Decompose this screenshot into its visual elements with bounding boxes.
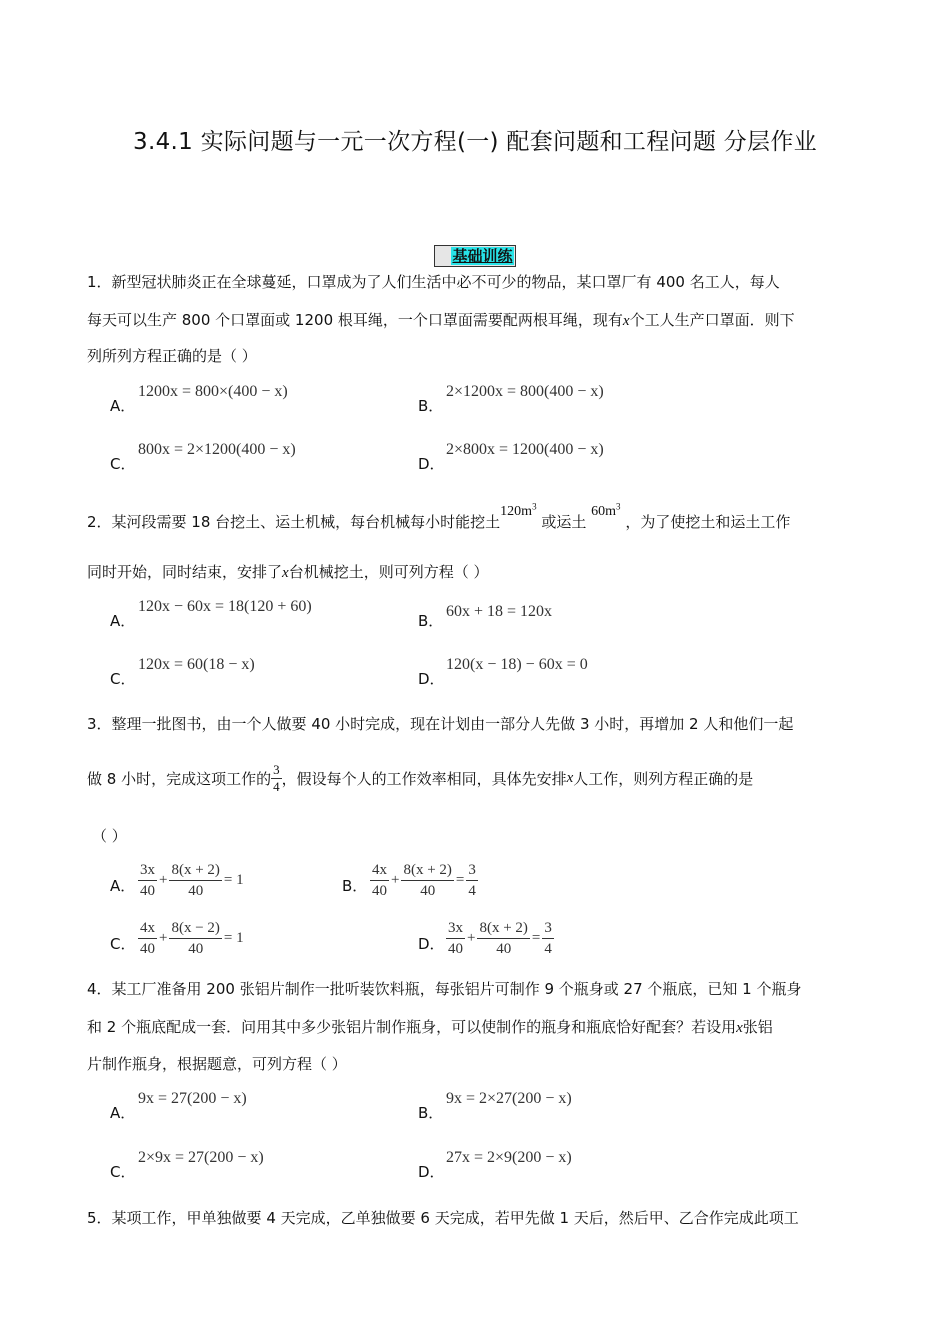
section-label: 基础训练 <box>452 247 513 265</box>
q1-option-a-math: 1200x = 800×(400 − x) <box>138 383 288 400</box>
q2-option-c-label[interactable]: C． <box>110 670 136 688</box>
q3-option-c-math: $\frac{4x}{40}$ + $\frac{8(x - 2)}{40}$ = 1 <box>140 920 244 957</box>
q2-option-d-math: 120(x − 18) − 60x = 0 <box>446 656 588 673</box>
q4-line1: 4．某工厂准备用 200 张铝片制作一批听装饮料瓶，每张铝片可制作 9 个瓶身或 27 个瓶底，已知 1 个瓶身 <box>87 980 802 998</box>
q1-option-b-label[interactable]: B． <box>418 397 444 415</box>
q2-option-a-label[interactable]: A． <box>110 612 136 630</box>
q4-line3: 片制作瓶身，根据题意，可列方程（ ） <box>87 1055 347 1073</box>
q2-option-c-math: 120x = 60(18 − x) <box>138 656 255 673</box>
section-header <box>0 245 950 267</box>
q4-line2: 和 2 个瓶底配成一套．问用其中多少张铝片制作瓶身，可以使制作的瓶身和瓶底恰好配套？若设用x张铝 <box>87 1018 773 1036</box>
q4-option-a-label[interactable]: A． <box>110 1104 136 1122</box>
q4-option-c-label[interactable]: C． <box>110 1163 136 1181</box>
q4-option-d-label[interactable]: D． <box>418 1163 445 1181</box>
q4-option-d-math: 27x = 2×9(200 − x) <box>446 1149 572 1166</box>
q2-line1: 2．某河段需要 18 台挖土、运土机械，每台机械每小时能挖土$120m^3$ 或运土 $60m^3$ ，为了使挖土和运土工作 <box>87 501 791 531</box>
q3-option-b-math: $\frac{4x}{40}$ + $\frac{8(x + 2)}{40}$ = $\frac{3}{4}$ <box>372 862 476 899</box>
q1-option-b-math: 2×1200x = 800(400 − x) <box>446 383 604 400</box>
q1-variable: x <box>622 313 630 329</box>
q5-line1: 5．某项工作，甲单独做要 4 天完成，乙单独做要 6 天完成，若甲先做 1 天后，然后甲、乙合作完成此项工 <box>87 1209 799 1227</box>
q4-option-b-math: 9x = 2×27(200 − x) <box>446 1090 572 1107</box>
q4-option-b-label[interactable]: B． <box>418 1104 444 1122</box>
q2-line2: 同时开始，同时结束，安排了x台机械挖土，则可列方程（ ） <box>87 563 489 581</box>
q4-option-a-math: 9x = 27(200 − x) <box>138 1090 247 1107</box>
q3-option-b-label[interactable]: B． <box>342 877 368 895</box>
q1-option-c-label[interactable]: C． <box>110 455 136 473</box>
q3-line2: 做 8 小时，完成这项工作的 $\frac{3}{4}$ ，假设每个人的工作效率相同，具体先安排 x 人工作，则列方程正确的是 <box>87 762 754 794</box>
q1-line1: 1．新型冠状肺炎正在全球蔓延，口罩成为了人们生活中必不可少的物品，某口罩厂有 400 名工人，每人 <box>87 273 780 291</box>
q1-line2: 每天可以生产 800 个口罩面或 1200 根耳绳，一个口罩面需要配两根耳绳，现有x个工人生产口罩面．则下 <box>87 311 795 329</box>
q1-option-c-math: 800x = 2×1200(400 − x) <box>138 441 296 458</box>
q2-option-b-label[interactable]: B． <box>418 612 444 630</box>
q3-line3: （ ） <box>92 827 127 845</box>
q2-variable: x <box>282 565 289 581</box>
q1-option-d-math: 2×800x = 1200(400 − x) <box>446 441 604 458</box>
q1-option-d-label[interactable]: D． <box>418 455 445 473</box>
q1-line3: 列所列方程正确的是（ ） <box>87 347 257 365</box>
q2-option-b-math: 60x + 18 = 120x <box>446 603 553 620</box>
q3-option-d-label[interactable]: D． <box>418 935 445 953</box>
q3-option-a-label[interactable]: A． <box>110 877 136 895</box>
q1-option-a-label[interactable]: A． <box>110 397 136 415</box>
q3-line1: 3．整理一批图书，由一个人做要 40 小时完成，现在计划由一部分人先做 3 小时，再增加 2 人和他们一起 <box>87 715 794 733</box>
q2-option-d-label[interactable]: D． <box>418 670 445 688</box>
page-title: 3.4.1 实际问题与一元一次方程(一) 配套问题和工程问题 分层作业 <box>133 129 817 155</box>
q4-option-c-math: 2×9x = 27(200 − x) <box>138 1149 264 1166</box>
q3-option-d-math: $\frac{3x}{40}$ + $\frac{8(x + 2)}{40}$ = $\frac{3}{4}$ <box>448 920 552 957</box>
q2-option-a-math: 120x − 60x = 18(120 + 60) <box>138 598 312 615</box>
q3-variable: x <box>566 770 574 786</box>
q3-option-c-label[interactable]: C． <box>110 935 136 953</box>
section-box <box>434 245 515 267</box>
q3-option-a-math: $\frac{3x}{40}$ + $\frac{8(x + 2)}{40}$ = 1 <box>140 862 244 899</box>
q4-variable: x <box>736 1020 743 1036</box>
